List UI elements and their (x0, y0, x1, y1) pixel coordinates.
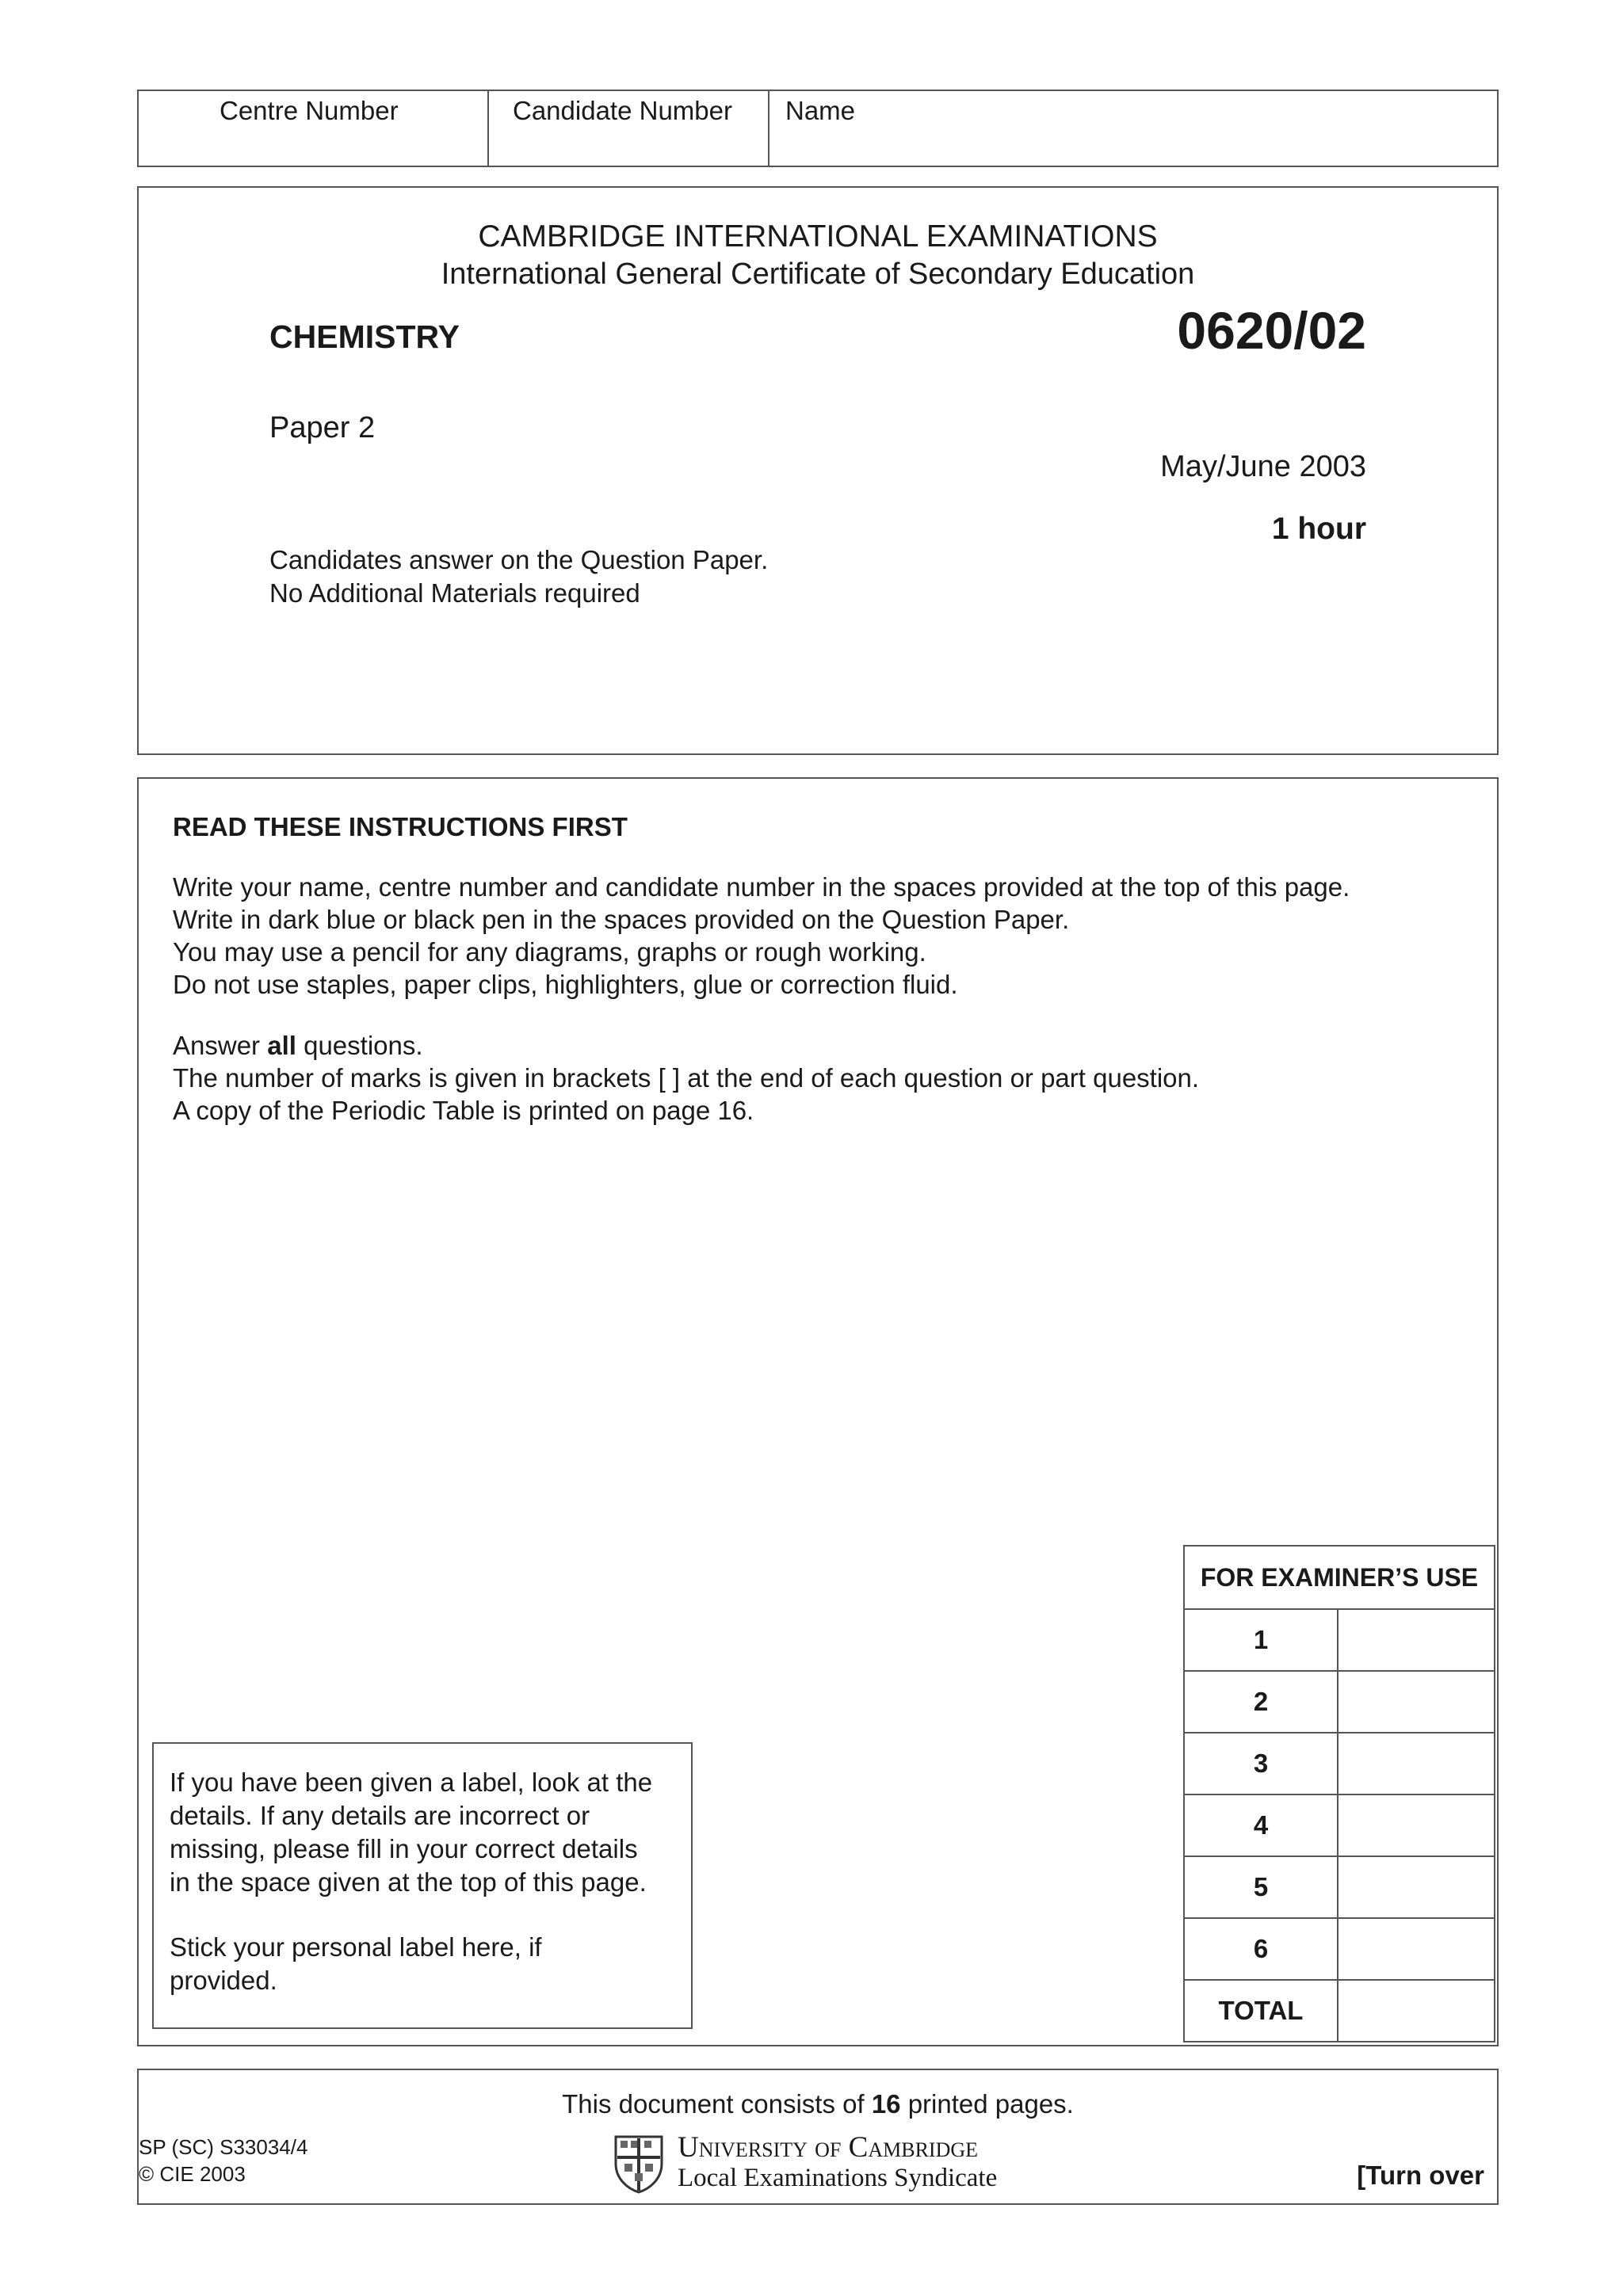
syllabus-code: 0620/02 (1177, 301, 1366, 360)
copyright: © CIE 2003 (139, 2162, 246, 2186)
instruction-line: Do not use staples, paper clips, highlighters, glue or correction fluid. (173, 970, 958, 999)
question-number: 6 (1184, 1918, 1338, 1980)
mark-cell (1338, 1671, 1495, 1733)
page-count-suffix: printed pages. (900, 2089, 1074, 2119)
university-name: University of Cambridge (678, 2131, 979, 2164)
mark-cell (1338, 1856, 1495, 1918)
examiner-use-heading: FOR EXAMINER’S USE (1184, 1546, 1495, 1609)
mark-cell (1338, 1733, 1495, 1794)
examiner-use-table (1183, 1545, 1495, 2042)
page-count: 16 (871, 2089, 901, 2119)
personal-label-box[interactable] (152, 1742, 693, 2029)
paper-number: Paper 2 (269, 411, 376, 444)
university-crest-icon (613, 2134, 665, 2194)
exam-header-box (137, 186, 1499, 755)
stick-label-line: provided. (170, 1966, 277, 1995)
page-count-prefix: This document consists of (562, 2089, 872, 2119)
table-row (1184, 1671, 1495, 1733)
question-number: 1 (1184, 1609, 1338, 1671)
name-label: Name (785, 96, 856, 125)
stick-label-line: Stick your personal label here, if (170, 1932, 542, 1962)
centre-number-label: Centre Number (220, 96, 399, 125)
answer-all-line (173, 1031, 423, 1061)
label-instruction-line: If you have been given a label, look at the (170, 1768, 653, 1797)
table-row (1184, 1918, 1495, 1980)
exam-session: May/June 2003 (1160, 450, 1366, 483)
table-row (1184, 1609, 1495, 1671)
table-row (1184, 1980, 1495, 2042)
question-number: 3 (1184, 1733, 1338, 1794)
question-number: 4 (1184, 1794, 1338, 1856)
candidate-number-field[interactable] (489, 91, 768, 166)
exam-board: CAMBRIDGE INTERNATIONAL EXAMINATIONS (478, 219, 1158, 254)
label-instruction-line: details. If any details are incorrect or (170, 1801, 590, 1830)
instructions-heading: READ THESE INSTRUCTIONS FIRST (173, 812, 628, 841)
candidate-details-box (137, 90, 1499, 167)
mark-cell (1338, 1918, 1495, 1980)
materials-line-2: No Additional Materials required (269, 578, 640, 608)
table-row (1184, 1856, 1495, 1918)
document-reference: SP (SC) S33034/4 (139, 2135, 308, 2159)
candidate-number-label: Candidate Number (513, 96, 732, 125)
label-instruction-line: missing, please fill in your correct details (170, 1834, 638, 1863)
page-count-line (139, 2089, 1497, 2119)
total-label: TOTAL (1184, 1980, 1338, 2042)
centre-number-field[interactable] (139, 91, 487, 166)
name-field[interactable] (769, 91, 1483, 166)
syndicate-name: Local Examinations Syndicate (678, 2164, 998, 2192)
mark-cell (1338, 1609, 1495, 1671)
mark-cell (1338, 1794, 1495, 1856)
turn-over: [Turn over (1357, 2161, 1484, 2190)
materials-line-1: Candidates answer on the Question Paper. (269, 545, 769, 574)
instruction-line: You may use a pencil for any diagrams, graphs or rough working. (173, 937, 926, 967)
instruction-line: Write your name, centre number and candidate number in the spaces provided at the top of this page. (173, 872, 1350, 902)
footer-box (137, 2069, 1499, 2205)
subject: CHEMISTRY (269, 318, 460, 355)
table-row (1184, 1733, 1495, 1794)
instruction-line: The number of marks is given in brackets [ ] at the end of each question or part question. (173, 1063, 1200, 1093)
qualification: International General Certificate of Secondary Education (441, 257, 1195, 291)
instruction-line: Write in dark blue or black pen in the spaces provided on the Question Paper. (173, 905, 1070, 934)
answer-bold: all (267, 1031, 296, 1060)
answer-suffix: questions. (296, 1031, 423, 1060)
question-number: 5 (1184, 1856, 1338, 1918)
answer-prefix: Answer (173, 1031, 268, 1060)
exam-duration: 1 hour (1271, 512, 1366, 546)
total-cell (1338, 1980, 1495, 2042)
instruction-line: A copy of the Periodic Table is printed on page 16. (173, 1096, 754, 1125)
label-instruction-line: in the space given at the top of this page. (170, 1867, 647, 1897)
table-row (1184, 1794, 1495, 1856)
question-number: 2 (1184, 1671, 1338, 1733)
